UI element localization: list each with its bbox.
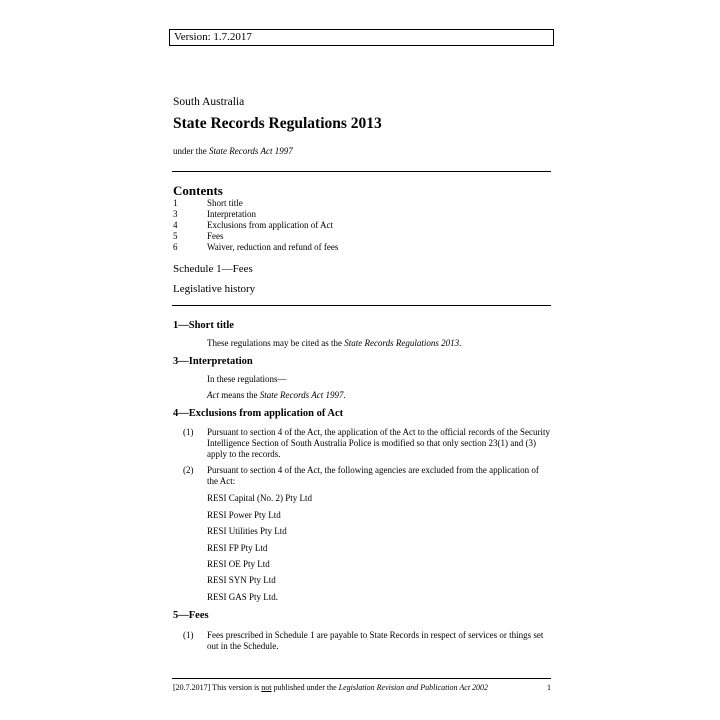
subsection-text: Pursuant to section 4 of the Act, the application of the Act to the official records of the Security Intelligence Section of South Australia Police is modified so that only section 23(1) and (3) apply to the records. — [207, 427, 550, 459]
page-footer: [20.7.2017] This version is not published under the Legislation Revision and Publication Act 2002 1 — [173, 683, 551, 692]
agency-item: RESI SYN Pty Ltd — [207, 575, 276, 585]
toc-legislative-history[interactable]: Legislative history — [173, 283, 256, 295]
contents-heading: Contents — [173, 183, 223, 198]
section-text: In these regulations— — [207, 374, 287, 384]
enabling-act-line: under the State Records Act 1997 — [173, 146, 293, 156]
agency-item: RESI Power Pty Ltd — [207, 510, 281, 520]
section-text: These regulations may be cited as the State Records Regulations 2013. — [207, 338, 462, 348]
jurisdiction: South Australia — [173, 96, 245, 108]
agency-item: RESI Utilities Pty Ltd — [207, 526, 287, 536]
agency-item: RESI OE Pty Ltd — [207, 559, 270, 569]
section-heading: 5—Fees — [173, 610, 209, 621]
agency-item: RESI GAS Pty Ltd. — [207, 592, 279, 602]
section-heading: 3—Interpretation — [173, 356, 253, 367]
subsection-number: (2) — [183, 465, 194, 475]
version-box: Version: 1.7.2017 — [169, 29, 554, 46]
section-heading: 4—Exclusions from application of Act — [173, 408, 344, 419]
definition: Act means the State Records Act 1997. — [207, 390, 346, 400]
section-heading: 1—Short title — [173, 320, 234, 331]
agency-item: RESI FP Pty Ltd — [207, 543, 268, 553]
subsection-number: (1) — [183, 427, 194, 437]
divider — [172, 171, 551, 172]
subsection-number: (1) — [183, 630, 194, 640]
page-title: State Records Regulations 2013 — [173, 115, 382, 132]
divider — [172, 305, 551, 306]
footer-divider — [172, 678, 551, 679]
page-number: 1 — [547, 683, 551, 692]
agency-item: RESI Capital (No. 2) Pty Ltd — [207, 493, 312, 503]
subsection-text: Fees prescribed in Schedule 1 are payable to State Records in respect of services or things set out in the Schedule. — [207, 630, 544, 651]
toc-schedule[interactable]: Schedule 1—Fees — [173, 263, 253, 275]
subsection-text: Pursuant to section 4 of the Act, the following agencies are excluded from the application of the Act: — [207, 465, 539, 486]
